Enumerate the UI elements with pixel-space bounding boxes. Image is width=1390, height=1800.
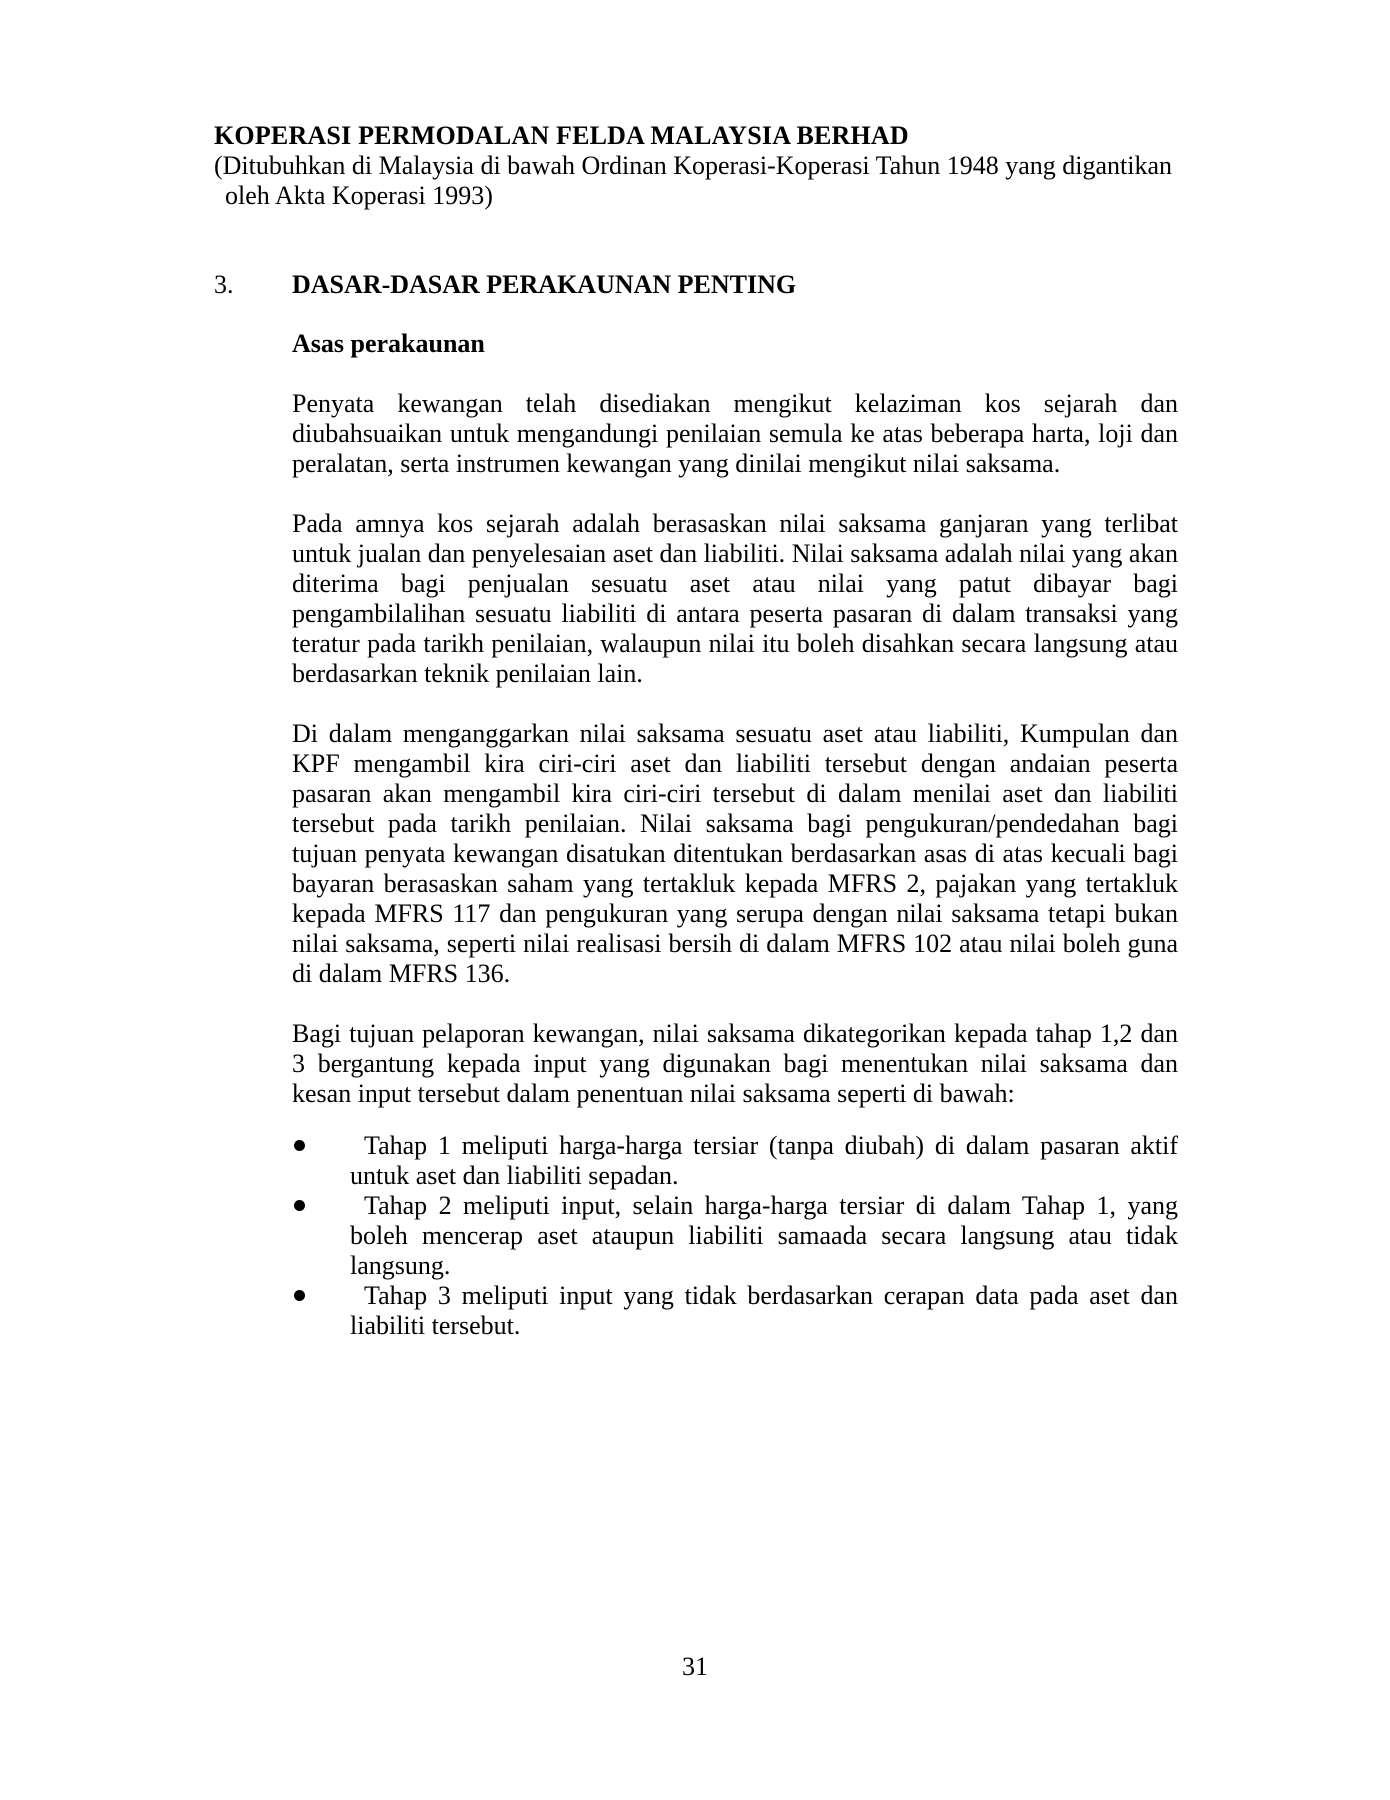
page-content	[214, 121, 1178, 1341]
letterhead	[214, 121, 1178, 211]
bullet-item	[292, 1191, 1178, 1281]
body-paragraph: Pada amnya kos sejarah adalah berasaskan nilai saksama ganjaran yang terlibat untuk jualan dan penyelesaian aset dan liabiliti. Nilai saksama adalah nilai yang akan diterima bagi penjualan sesuatu aset atau nilai yang patut dibayar bagi pengambilalihan sesuatu liabiliti di antara peserta pasaran di dalam transaksi yang teratur pada tarikh penilaian, walaupun nilai itu boleh disahkan secara langsung atau berdasarkan teknik penilaian lain.	[292, 509, 1178, 688]
bullet-list	[292, 1131, 1178, 1341]
body-paragraph: Penyata kewangan telah disediakan mengikut kelaziman kos sejarah dan diubahsuaikan untuk mengandungi penilaian semula ke atas beberapa harta, loji dan peralatan, serta instrumen kewangan yang dinilai mengikut nilai saksama.	[292, 389, 1178, 478]
page-number: 31	[682, 1652, 708, 1681]
section-heading	[214, 270, 1178, 300]
subsection	[292, 329, 1178, 1341]
bullet-icon	[294, 1140, 305, 1151]
bullet-item	[292, 1281, 1178, 1341]
bullet-text: Tahap 2 meliputi input, selain harga-harga tersiar di dalam Tahap 1, yang boleh mencerap aset ataupun liabiliti samaada secara langsung atau tidak langsung.	[350, 1191, 1178, 1280]
bullet-icon	[294, 1290, 305, 1301]
org-name: KOPERASI PERMODALAN FELDA MALAYSIA BERHAD	[214, 121, 909, 150]
body-paragraph: Bagi tujuan pelaporan kewangan, nilai saksama dikategorikan kepada tahap 1,2 dan 3 bergantung kepada input yang digunakan bagi menentukan nilai saksama dan kesan input tersebut dalam penentuan nilai saksama seperti di bawah:	[292, 1019, 1178, 1108]
bullet-item	[292, 1131, 1178, 1191]
bullet-text: Tahap 3 meliputi input yang tidak berdasarkan cerapan data pada aset dan liabiliti tersebut.	[350, 1281, 1178, 1340]
body-paragraph: Di dalam menganggarkan nilai saksama sesuatu aset atau liabiliti, Kumpulan dan KPF mengambil kira ciri-ciri aset dan liabiliti tersebut dengan andaian peserta pasaran akan mengambil kira ciri-ciri tersebut di dalam menilai aset dan liabiliti tersebut pada tarikh penilaian. Nilai saksama bagi pengukuran/pendedahan bagi tujuan penyata kewangan disatukan ditentukan berdasarkan asas di atas kecuali bagi bayaran berasaskan saham yang tertakluk kepada MFRS 2, pajakan yang tertakluk kepada MFRS 117 dan pengukuran yang serupa dengan nilai saksama tetapi bukan nilai saksama, seperti nilai realisasi bersih di dalam MFRS 102 atau nilai boleh guna di dalam MFRS 136.	[292, 719, 1178, 988]
bullet-icon	[294, 1200, 305, 1211]
subsection-heading: Asas perakaunan	[292, 329, 485, 358]
org-subtitle-line-1: (Ditubuhkan di Malaysia di bawah Ordinan Koperasi-Koperasi Tahun 1948 yang digantikan	[214, 151, 1173, 180]
section-number: 3.	[214, 270, 234, 299]
org-subtitle-line-2: oleh Akta Koperasi 1993)	[225, 181, 493, 210]
bullet-text: Tahap 1 meliputi harga-harga tersiar (tanpa diubah) di dalam pasaran aktif untuk aset dan liabiliti sepadan.	[350, 1131, 1178, 1190]
section-title: DASAR-DASAR PERAKAUNAN PENTING	[292, 270, 797, 299]
